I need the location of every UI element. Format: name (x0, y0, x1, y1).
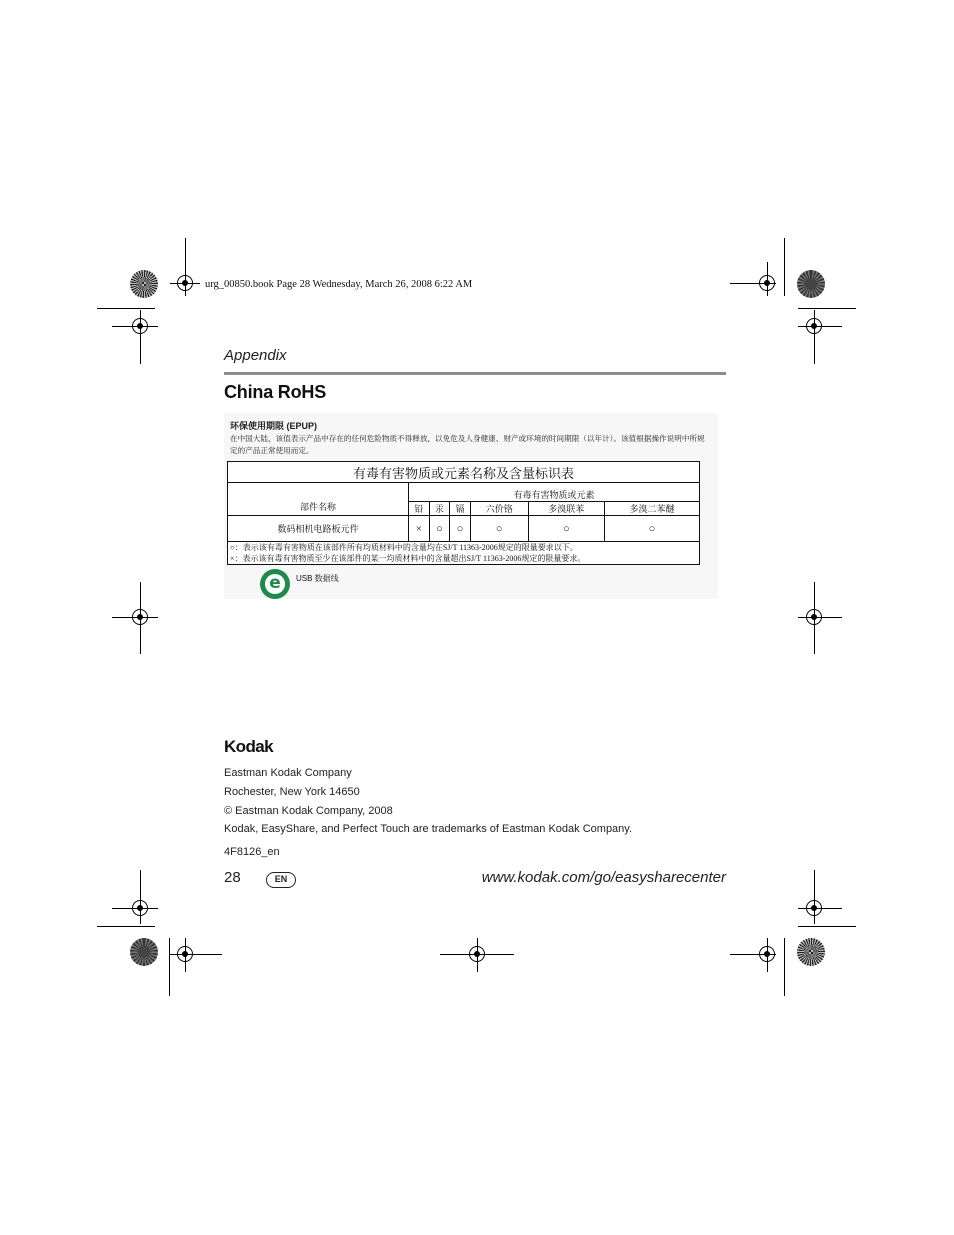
section-divider (224, 372, 726, 375)
epup-environment-logo-icon (260, 569, 290, 599)
substance-mark-cell: ○ (604, 516, 699, 542)
copyright: © Eastman Kodak Company, 2008 (224, 805, 393, 817)
china-rohs-panel (224, 413, 718, 599)
company-address: Rochester, New York 14650 (224, 786, 360, 798)
epup-text: 在中国大陆，该值表示产品中存在的任何危险物质不得释放，以免危及人身健康、财产或环境的时间期限（以年计）。该值根据操作说明中所规定的产品正常使用而定。 (230, 434, 705, 455)
substance-mark-cell: ○ (450, 516, 471, 542)
eco-mark-letter: e (265, 574, 285, 594)
epup-title: 环保使用期限 (EPUP) (230, 421, 318, 431)
column-header-substance: 多溴联苯 (528, 502, 604, 516)
column-header-substance: 镉 (450, 502, 471, 516)
column-header-part-name: 部件名称 (228, 483, 409, 516)
registration-star-icon (797, 270, 825, 298)
column-header-substance: 六价铬 (470, 502, 528, 516)
section-label: Appendix (224, 347, 287, 364)
note-x: ×：表示该有毒有害物质至少在该部件的某一均质材料中的含量超出SJ/T 11363-2006规定的限量要求。 (230, 554, 586, 563)
column-group-header: 有毒有害物质或元素 (409, 483, 700, 502)
print-header-info: urg_00850.book Page 28 Wednesday, March 26, 2008 6:22 AM (205, 279, 473, 290)
table-title: 有毒有害物质或元素名称及含量标识表 (228, 462, 700, 483)
page-number: 28 (224, 869, 241, 886)
substance-mark-cell: ○ (470, 516, 528, 542)
hazardous-substance-table (227, 461, 700, 565)
registration-star-icon (130, 938, 158, 966)
substance-mark-cell: ○ (528, 516, 604, 542)
table-row (228, 516, 700, 542)
column-header-substance: 汞 (429, 502, 450, 516)
note-o: ○：表示该有毒有害物质在该部件所有均质材料中的含量均在SJ/T 11363-2006规定的限量要求以下。 (230, 543, 578, 552)
trademarks: Kodak, EasyShare, and Perfect Touch are trademarks of Eastman Kodak Company. (224, 823, 633, 835)
document-code: 4F8126_en (224, 846, 280, 858)
substance-mark-cell: ○ (429, 516, 450, 542)
column-header-substance: 多溴二苯醚 (604, 502, 699, 516)
language-badge: EN (266, 872, 296, 888)
substance-mark-cell: × (409, 516, 430, 542)
usb-cable-label: USB 数据线 (296, 574, 339, 583)
part-name-cell: 数码相机电路板元件 (228, 516, 409, 542)
footer-url-link[interactable]: www.kodak.com/go/easysharecenter (481, 869, 726, 886)
registration-star-icon (130, 270, 158, 298)
kodak-logo: Kodak (224, 737, 273, 756)
column-header-substance: 铅 (409, 502, 430, 516)
registration-star-icon (797, 938, 825, 966)
company-name: Eastman Kodak Company (224, 767, 352, 779)
table-notes (228, 542, 700, 565)
page-title: China RoHS (224, 382, 327, 402)
